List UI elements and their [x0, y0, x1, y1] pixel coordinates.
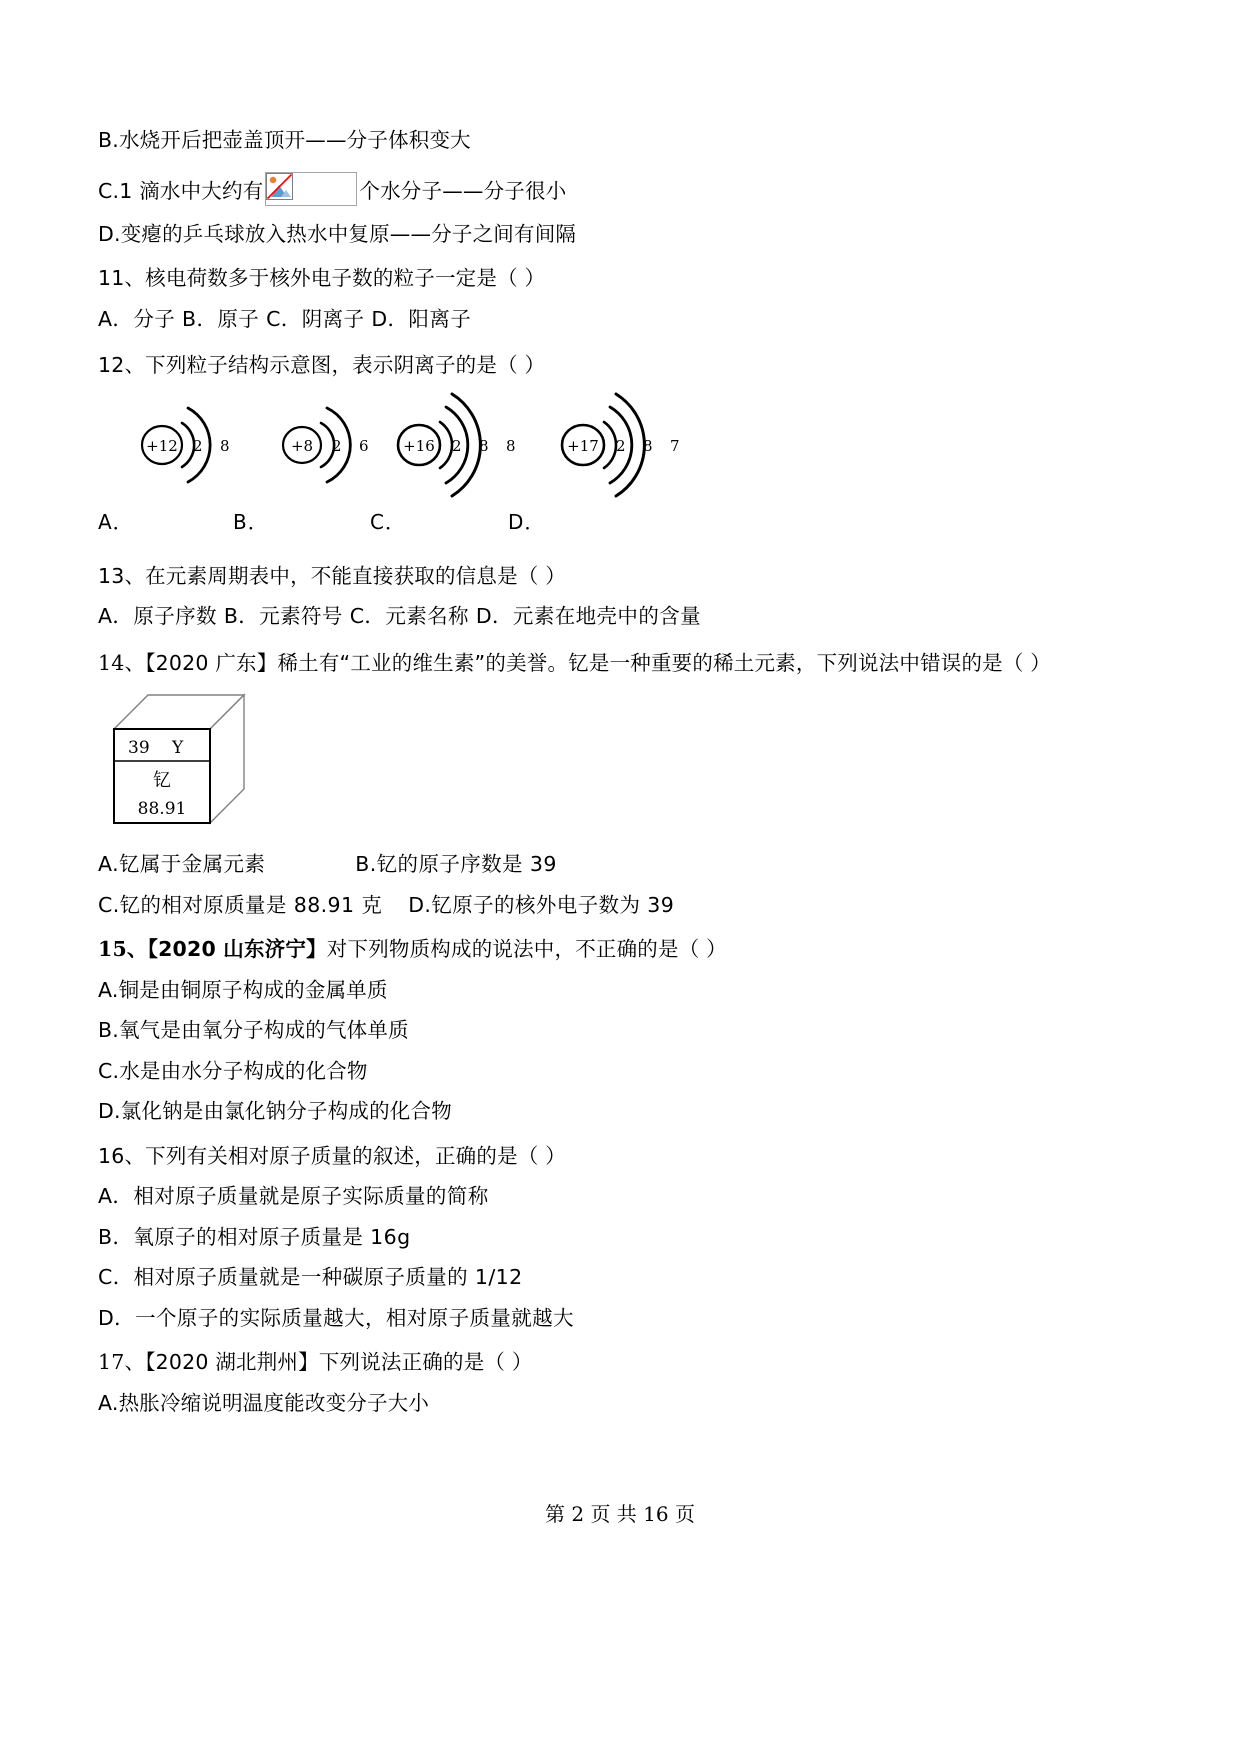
atom-a-shell-2: 8 [220, 436, 230, 455]
atom-diagram-a [136, 390, 286, 500]
atom-d-shell-3: 7 [670, 436, 680, 455]
q12-label-a: A． [98, 509, 134, 534]
atom-a-nucleus-charge: +12 [146, 436, 178, 455]
cube-element-symbol: Y [172, 738, 184, 758]
atom-b-nucleus-charge: +8 [290, 436, 314, 455]
q14-option-d: D.钇原子的核外电子数为 39 [408, 892, 675, 917]
q13-stem: 13、在元素周期表中，不能直接获取的信息是（ ） [98, 563, 566, 588]
q14-number: 14、 [98, 650, 146, 675]
atom-a-shell-1: 2 [193, 436, 203, 455]
yttrium-element-cube [106, 687, 256, 832]
q17-stem [98, 1352, 1148, 1373]
atom-diagram-c [392, 390, 582, 500]
q15-number: 15、 [98, 937, 148, 961]
q17-text: 下列说法正确的是（ ） [318, 1350, 533, 1374]
q14-option-c: C.钇的相对原质量是 88.91 克 [98, 892, 383, 917]
q16-option-a: A．相对原子质量就是原子实际质量的简称 [98, 1184, 489, 1208]
q11-stem: 11、核电荷数多于核外电子数的粒子一定是（ ） [98, 266, 546, 290]
q14-option-ab [98, 854, 1148, 875]
atom-c-shell-1: 2 [452, 436, 462, 455]
q12-choice-labels [98, 506, 1148, 540]
q10-option-c-suffix: 个水分子——分子很小 [359, 179, 567, 203]
cube-atomic-mass: 88.91 [137, 799, 187, 819]
broken-image-placeholder [265, 172, 357, 206]
q14-option-b: B.钇的原子序数是 39 [355, 852, 557, 876]
atom-c-nucleus-charge: +16 [403, 436, 435, 455]
q15-option-c: C.水是由水分子构成的化合物 [98, 1058, 368, 1083]
q17-option-a: A.热胀冷缩说明温度能改变分子大小 [98, 1390, 430, 1415]
element-cube-figure [106, 687, 1148, 836]
q10-option-d: D.变瘪的乒乓球放入热水中复原——分子之间有间隔 [98, 221, 577, 246]
q12-label-c: C． [370, 509, 406, 534]
q15-option-b: B.氧气是由氧分子构成的气体单质 [98, 1018, 409, 1042]
q12-label-d: D． [508, 509, 546, 534]
atom-diagram-d [556, 390, 746, 500]
q15-option-a: A.铜是由铜原子构成的金属单质 [98, 977, 388, 1002]
q10-option-b: B.水烧开后把壶盖顶开——分子体积变大 [98, 128, 471, 152]
q15-tag: 【2020 山东济宁】 [147, 937, 327, 961]
q14-text: 稀土有“工业的维生素”的美誉。钇是一种重要的稀土元素，下列说法中错误的是（ ） [277, 650, 1051, 675]
q12-stem: 12、下列粒子结构示意图，表示阴离子的是（ ） [98, 353, 546, 377]
q14-tag: 【2020 广东】 [145, 650, 278, 675]
q14-stem [98, 650, 1148, 675]
q16-option-d: D．一个原子的实际质量越大，相对原子质量就越大 [98, 1305, 574, 1330]
atom-d-nucleus-charge: +17 [567, 436, 599, 455]
atom-b-shell-2: 6 [359, 436, 369, 455]
q15-option-d: D.氯化钠是由氯化钠分子构成的化合物 [98, 1099, 452, 1123]
cube-atomic-number: 39 [128, 738, 150, 758]
atom-d-shell-1: 2 [616, 436, 626, 455]
q12-label-b: B． [233, 509, 269, 534]
q16-option-c: C．相对原子质量就是一种碳原子质量的 1/12 [98, 1265, 523, 1289]
q12-diagram-row [98, 390, 1148, 502]
page-footer: 第 2 页 共 16 页 [545, 1502, 695, 1526]
q11-options: A．分子 B．原子 C．阴离子 D．阳离子 [98, 306, 472, 331]
q14-option-cd [98, 892, 1148, 917]
atom-b-shell-1: 2 [332, 436, 342, 455]
q10-option-c [98, 172, 1148, 202]
q14-option-a: A.钇属于金属元素 [98, 852, 266, 876]
q16-stem: 16、下列有关相对原子质量的叙述，正确的是（ ） [98, 1143, 566, 1168]
cube-element-name: 钇 [153, 770, 171, 791]
q17-number: 17、 [98, 1350, 146, 1374]
atom-d-shell-2: 8 [643, 436, 653, 455]
q15-text: 对下列物质构成的说法中，不正确的是（ ） [326, 937, 727, 961]
q13-options: A．原子序数 B．元素符号 C．元素名称 D．元素在地壳中的含量 [98, 604, 702, 628]
q15-stem [98, 939, 1148, 960]
broken-image-icon [266, 173, 293, 200]
q17-tag: 【2020 湖北荆州】 [145, 1350, 319, 1374]
q16-option-b: B．氧原子的相对原子质量是 16g [98, 1224, 411, 1249]
atom-c-shell-3: 8 [506, 436, 516, 455]
q10-option-c-prefix: C.1 滴水中大约有 [98, 179, 264, 203]
page-content [98, 130, 1148, 1433]
atom-c-shell-2: 8 [479, 436, 489, 455]
